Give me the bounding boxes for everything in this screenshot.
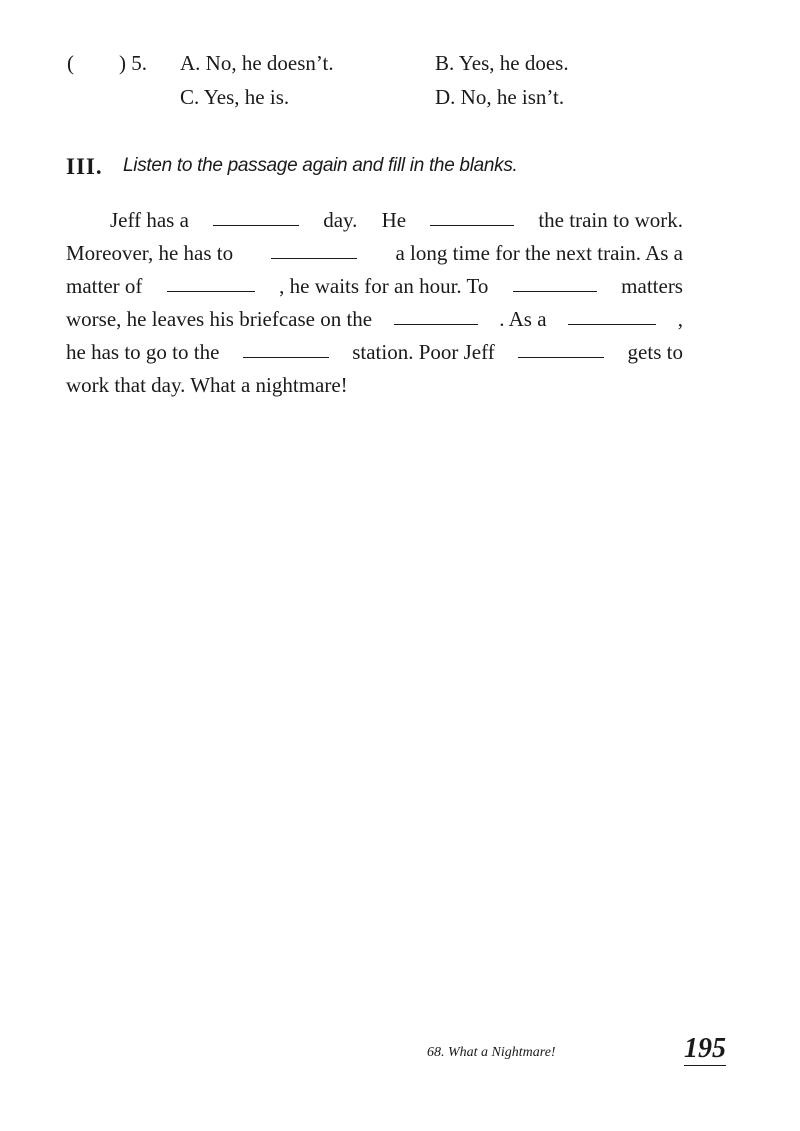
passage-line [66,306,683,332]
passage-text: station. Poor Jeff [352,340,495,364]
section-instruction: Listen to the passage again and fill in the blanks. [123,155,518,176]
lesson-title: 68. What a Nightmare! [427,1045,556,1060]
passage-text: a long time for the next train. As a [395,241,683,265]
passage-text: Moreover, he has to [66,241,234,265]
blank-7[interactable] [568,306,656,325]
passage-text: the train to work. [538,208,683,232]
passage-line [66,339,683,365]
option-c: C. Yes, he is. [180,85,290,109]
passage-text: , [677,307,683,331]
blank-4[interactable] [167,273,255,292]
passage-text: He [381,208,407,232]
blank-5[interactable] [513,273,597,292]
passage-line [66,207,683,233]
passage-text: matters [621,274,683,298]
blank-6[interactable] [394,306,478,325]
option-a: A. No, he doesn’t. [180,51,334,75]
page-number: 195 [684,1033,726,1064]
passage-text: Jeff has a [110,208,189,232]
option-b: B. Yes, he does. [435,51,569,75]
passage-text: . As a [499,307,547,331]
passage-line [66,240,683,266]
blank-1[interactable] [213,207,299,226]
passage-line [66,372,683,398]
passage-text: work that day. What a nightmare! [66,373,348,397]
section-number: III. [66,154,103,179]
blank-9[interactable] [518,339,604,358]
passage-text: gets to [627,340,683,364]
passage-text: day. [323,208,358,232]
passage-text: worse, he leaves his briefcase on the [66,307,373,331]
blank-2[interactable] [430,207,514,226]
answer-bracket-open: ( [67,51,74,75]
question-number: ) 5. [119,51,147,75]
passage-text: matter of [66,274,143,298]
blank-8[interactable] [243,339,329,358]
option-d: D. No, he isn’t. [435,85,565,109]
passage-text: he has to go to the [66,340,220,364]
blank-3[interactable] [271,240,357,259]
passage-text: , he waits for an hour. To [279,274,489,298]
passage-line [66,273,683,299]
page-number-underline [684,1065,726,1066]
